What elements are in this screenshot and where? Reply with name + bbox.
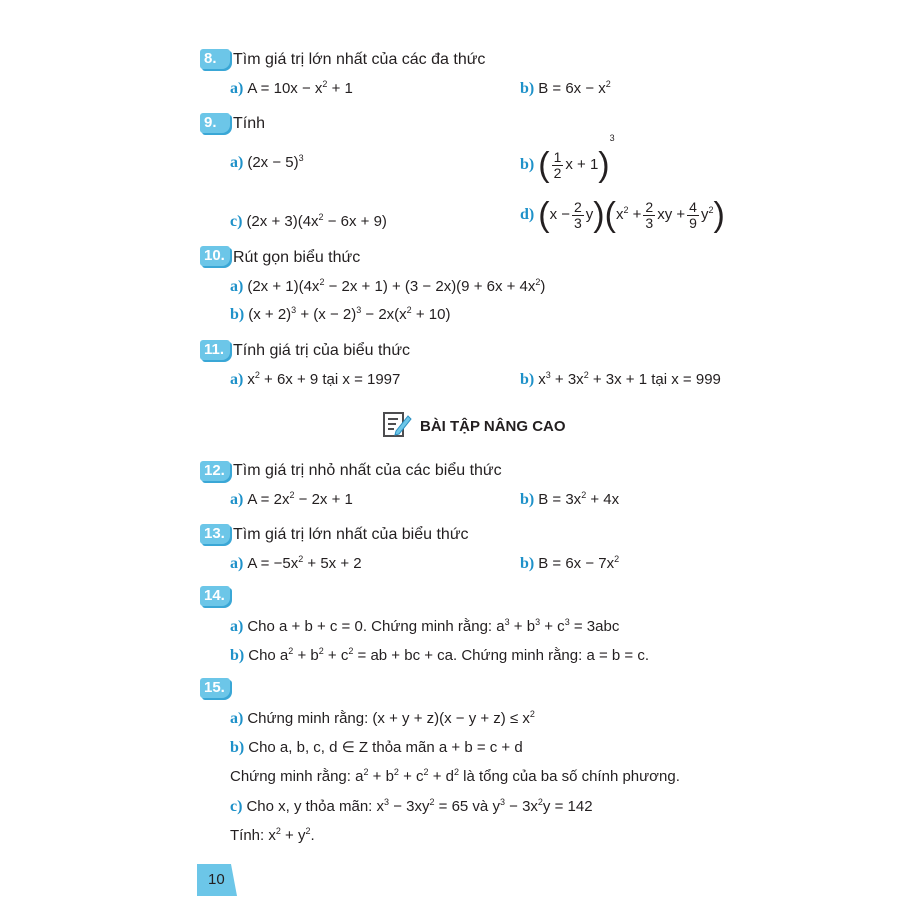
exercise-item-b: b) $(x + 2)^3 + (x - 2)^3 - 2x(x^2 + 10)$ xyxy=(230,305,451,323)
exercise-item-a: a) $(2x - 5)^3$ xyxy=(230,153,304,171)
exercise-item-b: b) ( $\frac{1}{2}$ x + 1)$^3$ xyxy=(520,133,615,185)
exercise-item-c-continued: Tính: $x^2 + y^2$. xyxy=(230,826,315,844)
page-number-text: 10 xyxy=(208,871,225,888)
question-number: 15. xyxy=(200,678,230,698)
question-title: Tìm giá trị lớn nhất của các đa thức xyxy=(233,51,486,68)
exercise-item-b: b) $B = 6x - 7x^2$ xyxy=(520,554,620,572)
pencil-notebook-icon xyxy=(382,410,412,443)
exercise-item-b: b) $x^3 + 3x^2 + 3x + 1$ tại x = 999 xyxy=(520,370,721,388)
exercise-item-a: a) $A = -5x^2 + 5x + 2$ xyxy=(230,554,362,572)
question-title: Tính giá trị của biểu thức xyxy=(233,342,411,359)
exercise-item-a: a) $x^2 + 6x + 9$ tại x = 1997 xyxy=(230,370,401,388)
exercise-item-b: b) $B = 6x - x^2$ xyxy=(520,79,611,97)
question-title: Rút gọn biểu thức xyxy=(233,249,361,266)
exercise-item-a: a) Chứng minh rằng: $(x + y + z)(x - y + z) \le x^2$ xyxy=(230,709,535,727)
section-heading-text: BÀI TẬP NÂNG CAO xyxy=(420,418,566,435)
exercise-item-b: b) $B = 3x^2 + 4x$ xyxy=(520,490,620,508)
exercise-item-c: c) Cho x, y thỏa mãn: $x^3 - 3xy^2 = 65$ và $y^3 - 3x^2y = 142$ xyxy=(230,797,593,815)
exercise-item-a: a) $(2x + 1)(4x^2 - 2x + 1) + (3 - 2x)(9 + 6x + 4x^2)$ xyxy=(230,277,546,295)
question-number: 10. xyxy=(200,246,230,266)
exercise-item-b-continued: Chứng minh rằng: $a^2 + b^2 + c^2 + d^2$ là tổng của ba số chính phương. xyxy=(230,767,680,785)
question-number: 11. xyxy=(200,340,230,360)
question-title: Tìm giá trị nhỏ nhất của các biểu thức xyxy=(233,462,502,479)
question-number: 8. xyxy=(200,49,230,69)
exercise-item-c: c) $(2x + 3)(4x^2 - 6x + 9)$ xyxy=(230,212,387,230)
exercise-item-d: d) (x − $\frac{2}{3}$ $y)(x^2$ + $\frac{2}{3}$ xy + $\frac{4}{9}$ $y^2$) xyxy=(520,196,725,234)
question-number: 14. xyxy=(200,586,230,606)
exercise-item-a: a) Cho a + b + c = 0. Chứng minh rằng: $a^3 + b^3 + c^3 = 3abc$ xyxy=(230,617,620,635)
exercise-item-a: a) $A = 2x^2 - 2x + 1$ xyxy=(230,490,353,508)
question-title: Tính xyxy=(233,115,266,132)
question-number: 9. xyxy=(200,113,230,133)
exercise-item-a: a) $A = 10x - x^2 + 1$ xyxy=(230,79,353,97)
question-title: Tìm giá trị lớn nhất của biểu thức xyxy=(233,526,469,543)
question-number: 12. xyxy=(200,461,230,481)
exercise-item-b: b) Cho $a^2 + b^2 + c^2$ = ab + bc + ca. Chứng minh rằng: a = b = c. xyxy=(230,646,649,664)
exercise-item-b: b) Cho a, b, c, d ∈ Z thỏa mãn a + b = c + d xyxy=(230,739,523,756)
question-number: 13. xyxy=(200,524,230,544)
page-number xyxy=(197,864,237,896)
section-heading xyxy=(382,410,566,443)
